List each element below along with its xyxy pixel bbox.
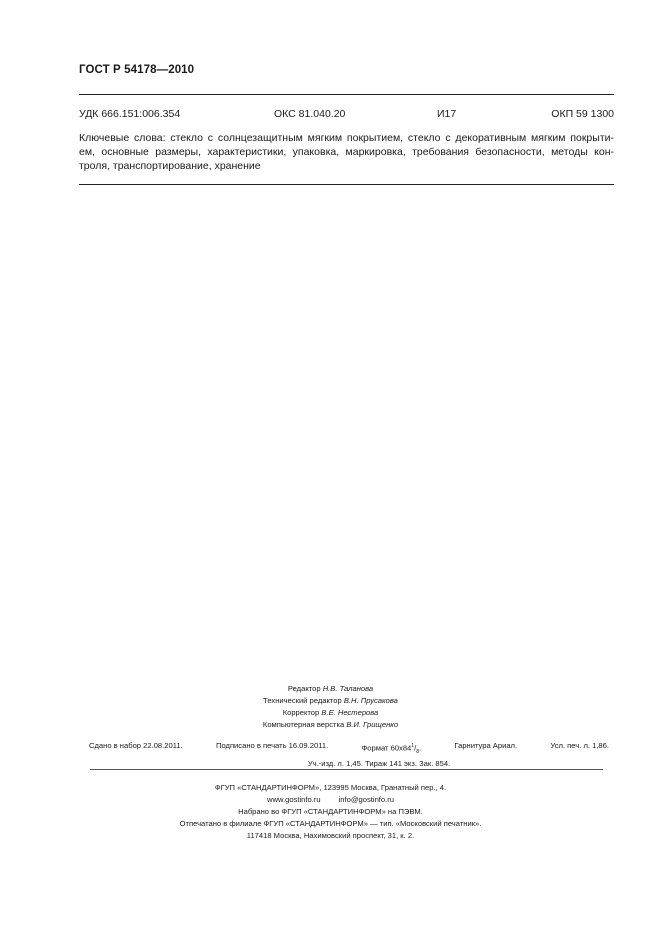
udk-code: УДК 666.151:006.354 (79, 108, 181, 120)
signed-date: Подписано в печать 16.09.2011. (216, 741, 329, 750)
layout-role: Компьютерная верстка (262, 720, 345, 729)
keywords-block (79, 131, 614, 173)
okp-code: ОКП 59 1300 (551, 108, 614, 120)
layout-credit (0, 719, 661, 731)
printer-address: 117418 Москва, Нахимовский проспект, 31, к. 2. (246, 831, 415, 840)
layout-name: В.И. Грищенко (346, 720, 399, 729)
circulation: Тираж 141 экз. (365, 759, 417, 769)
keywords-line-1: Ключевые слова: стекло с солнцезащитным мягким покрытием, стекло с декоративным мягким покрыти- (79, 132, 614, 144)
imprint-divider (90, 769, 603, 770)
printing-note: Отпечатано в филиале ФГУП «СТАНДАРТИНФОРМ» — тип. «Московский печатник». (179, 819, 482, 828)
editor-name: Н.В. Таланова (322, 684, 374, 693)
publisher-sheets: Уч.-изд. л. 1,45. (307, 759, 363, 769)
tech-editor-role: Технический редактор (263, 696, 342, 705)
publisher-address: ФГУП «СТАНДАРТИНФОРМ», 123995 Москва, Гранатный пер., 4. (214, 783, 447, 792)
corrector-name: В.Е. Нестерова (321, 708, 379, 717)
credits-block (0, 683, 661, 731)
format-numerator: 1 (411, 743, 415, 749)
corrector-credit (0, 707, 661, 719)
editor-role: Редактор (287, 684, 321, 693)
paper-format: Формат $60x84^1/_8$. (361, 743, 422, 756)
keywords-divider (79, 184, 614, 185)
print-info-row-1 (89, 740, 609, 758)
oks-code: ОКС 81.040.20 (274, 108, 346, 120)
publisher-website: www.gostinfo.ru (266, 795, 321, 804)
tech-editor-credit (0, 695, 661, 707)
document-code: ГОСТ Р 54178—2010 (79, 64, 195, 76)
publisher-block (0, 782, 661, 842)
submitted-date: Сдано в набор 22.08.2011. (89, 741, 183, 750)
keywords-line-3: троля, транспортирование, хранение (79, 160, 261, 172)
top-divider (79, 94, 614, 95)
editor-credit (0, 683, 661, 695)
publisher-contacts (0, 794, 661, 806)
publisher-email: info@gostinfo.ru (338, 795, 395, 804)
corrector-role: Корректор (282, 708, 320, 717)
order-number: Зак. 854. (419, 759, 451, 769)
format-prefix: Формат 60x84 (361, 743, 412, 753)
tech-editor-name: В.Н. Прусакова (343, 696, 398, 705)
typeface: Гарнитура Ариал. (454, 741, 518, 750)
format-denominator: 8 (416, 749, 419, 756)
typesetting-note: Набрано во ФГУП «СТАНДАРТИНФОРМ» на ПЭВМ. (238, 807, 423, 816)
keywords-line-2: ем, основные размеры, характеристики, упаковка, маркировка, требования безопасности, методы кон- (79, 146, 614, 158)
print-info (89, 740, 609, 770)
group-code: И17 (437, 108, 457, 120)
print-sheets: Усл. печ. л. 1,86. (550, 741, 609, 750)
